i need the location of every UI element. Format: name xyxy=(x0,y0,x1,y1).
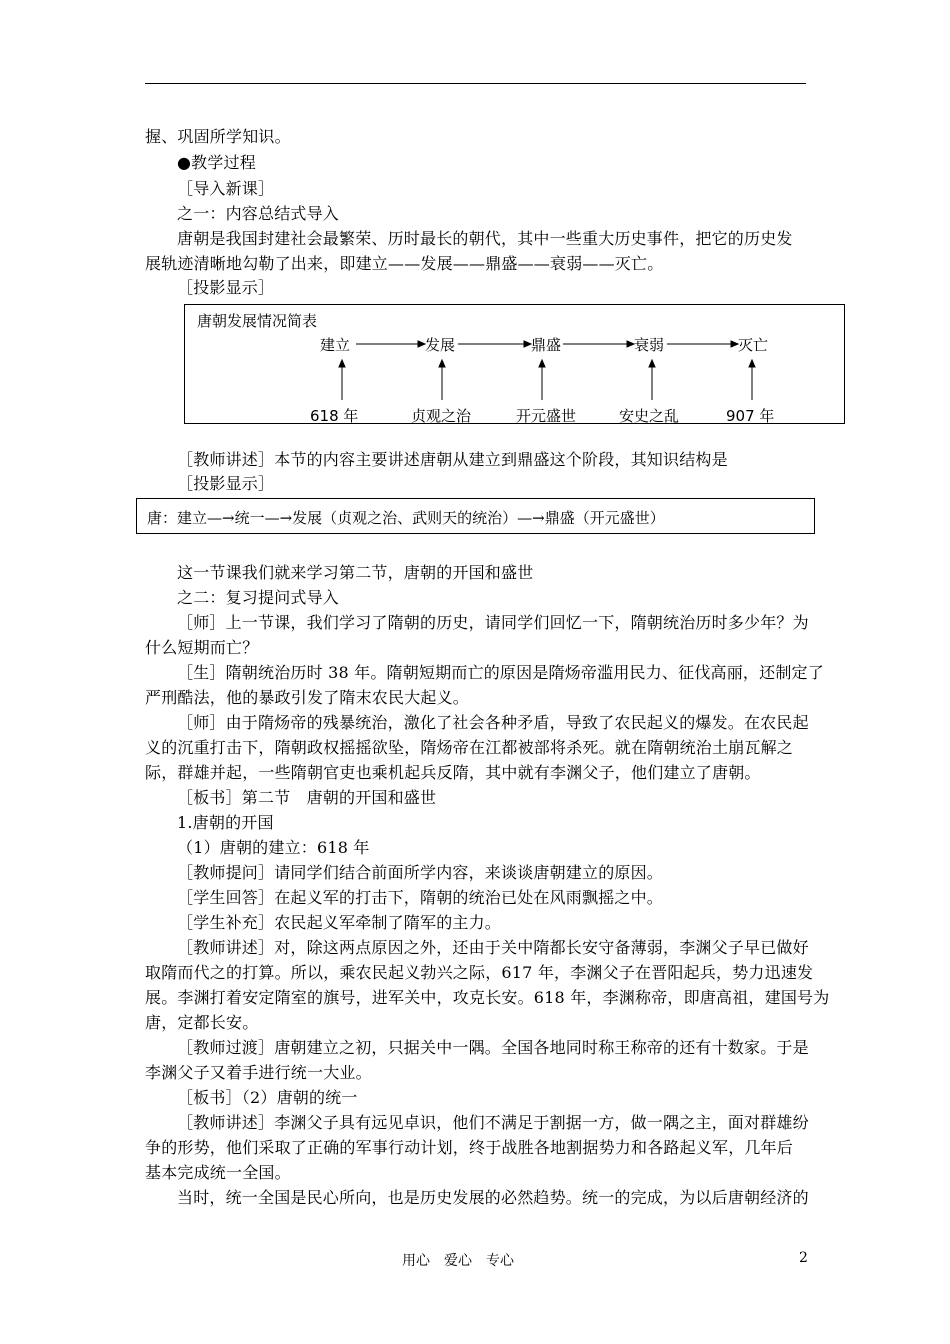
text-line: 唐，定都长安。 xyxy=(145,1013,259,1032)
text-line: ［师］由于隋炀帝的残暴统治，激化了社会各种矛盾，导致了农民起义的爆发。在农民起 xyxy=(177,713,809,732)
text-line: ［板书］（2）唐朝的统一 xyxy=(177,1088,358,1107)
text-line: 之一：内容总结式导入 xyxy=(177,204,340,223)
stage-label: 鼎盛 xyxy=(531,336,562,354)
text-line: ●教学过程 xyxy=(177,153,256,172)
text-line: 展轨迹清晰地勾勒了出来，即建立——发展——鼎盛——衰弱——灭亡。 xyxy=(145,254,664,273)
page-number: 2 xyxy=(799,1250,808,1266)
stage-label: 发展 xyxy=(425,336,456,354)
stage-label: 建立 xyxy=(320,336,351,354)
event-label: 开元盛世 xyxy=(516,407,577,425)
event-label: 安史之乱 xyxy=(619,407,680,425)
text-line: 严刑酷法，他的暴政引发了隋末农民大起义。 xyxy=(145,688,470,707)
text-line: 什么短期而亡？ xyxy=(145,638,259,657)
text-line: ［学生回答］在起义军的打击下，隋朝的统治已处在风雨飘摇之中。 xyxy=(177,888,664,907)
text-line: 争的形势，他们采取了正确的军事行动计划，终于战胜各地割据势力和各路起义军，几年后 xyxy=(145,1138,794,1157)
text-line: ［板书］第二节 唐朝的开国和盛世 xyxy=(177,788,437,807)
text-line: 之二：复习提问式导入 xyxy=(177,588,340,607)
text-line: 展。李渊打着安定隋室的旗号，进军关中，攻克长安。618 年，李渊称帝，即唐高祖，建国号为 xyxy=(145,988,830,1007)
text-line: ［教师提问］请同学们结合前面所学内容，来谈谈唐朝建立的原因。 xyxy=(177,863,664,882)
header-rule xyxy=(145,83,806,84)
stage-label: 衰弱 xyxy=(634,336,665,354)
text-line: ［教师过渡］唐朝建立之初，只据关中一隅。全国各地同时称王称帝的还有十数家。于是 xyxy=(177,1038,809,1057)
text-line: 握、巩固所学知识。 xyxy=(145,127,291,146)
text-line: ［学生补充］农民起义军牵制了隋军的主力。 xyxy=(177,913,502,932)
stage-label: 灭亡 xyxy=(738,336,769,354)
text-line: ［教师讲述］本节的内容主要讲述唐朝从建立到鼎盛这个阶段，其知识结构是 xyxy=(177,450,728,469)
text-line: 义的沉重打击下，隋朝政权摇摇欲坠，隋炀帝在江都被部将杀死。就在隋朝统治土崩瓦解之 xyxy=(145,738,794,757)
text-line: ［投影显示］ xyxy=(177,474,275,493)
knowledge-structure-text: 唐：建立—→统一—→发展（贞观之治、武则天的统治）—→鼎盛（开元盛世） xyxy=(147,509,665,527)
tang-development-table xyxy=(184,304,845,424)
event-label: 618 年 xyxy=(310,407,359,425)
text-line: ［投影显示］ xyxy=(177,278,275,297)
text-line: 这一节课我们就来学习第二节，唐朝的开国和盛世 xyxy=(177,563,534,582)
text-line: 基本完成统一全国。 xyxy=(145,1163,291,1182)
text-line: 唐朝是我国封建社会最繁荣、历时最长的朝代，其中一些重大历史事件，把它的历史发 xyxy=(177,229,793,248)
text-line: ［导入新课］ xyxy=(177,179,275,198)
text-line: （1）唐朝的建立：618 年 xyxy=(177,838,370,857)
text-line: ［师］上一节课，我们学习了隋朝的历史，请同学们回忆一下，隋朝统治历时多少年？为 xyxy=(177,613,809,632)
text-line: 当时，统一全国是民心所向，也是历史发展的必然趋势。统一的完成，为以后唐朝经济的 xyxy=(177,1188,809,1207)
text-line: 李渊父子又着手进行统一大业。 xyxy=(145,1063,372,1082)
event-label: 907 年 xyxy=(726,407,775,425)
text-line: 1.唐朝的开国 xyxy=(177,813,274,832)
text-line: 际，群雄并起，一些隋朝官吏也乘机起兵反隋，其中就有李渊父子，他们建立了唐朝。 xyxy=(145,763,761,782)
table-title: 唐朝发展情况简表 xyxy=(197,312,318,330)
footer-motto: 用心 爱心 专心 xyxy=(402,1253,514,1269)
text-line: 取隋而代之的打算。所以，乘农民起义勃兴之际，617 年，李渊父子在晋阳起兵，势力迅速发 xyxy=(145,963,814,982)
text-line: ［生］隋朝统治历时 38 年。隋朝短期而亡的原因是隋炀帝滥用民力、征伐高丽，还制定了 xyxy=(177,663,824,682)
knowledge-structure-box xyxy=(136,498,815,534)
text-line: ［教师讲述］李渊父子具有远见卓识，他们不满足于割据一方，做一隅之主，面对群雄纷 xyxy=(177,1113,809,1132)
text-line: ［教师讲述］对，除这两点原因之外，还由于关中隋都长安守备薄弱，李渊父子早已做好 xyxy=(177,938,809,957)
event-label: 贞观之治 xyxy=(411,407,472,425)
